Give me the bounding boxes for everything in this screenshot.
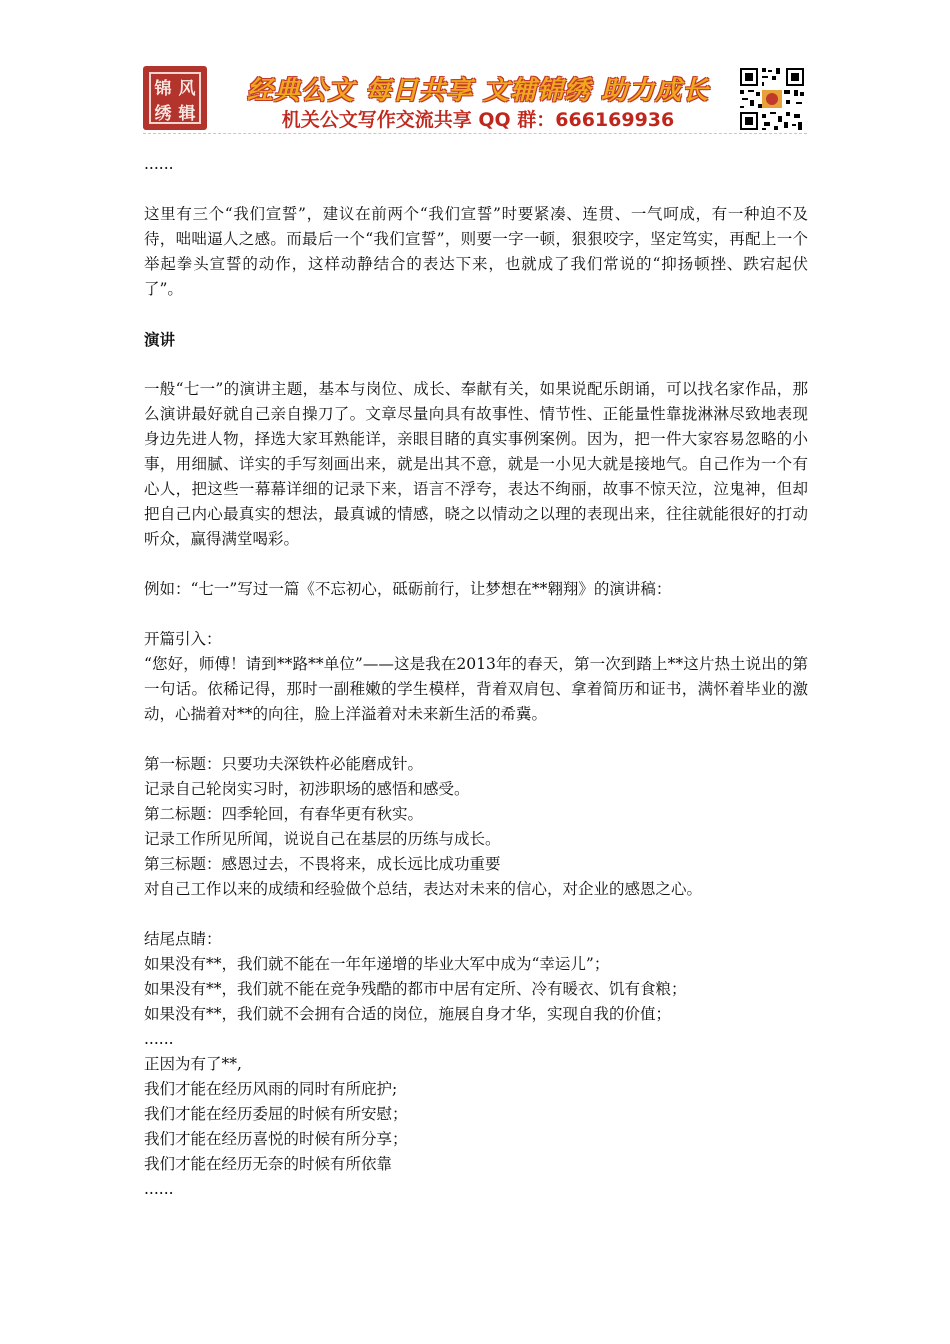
closing-label: 结尾点睛：	[144, 930, 222, 948]
closing-line: 我们才能在经历风雨的同时有所庇护;	[144, 1080, 398, 1098]
header-divider	[143, 133, 807, 134]
title-line: 记录工作所见所闻，说说自己在基层的历练与成长。	[144, 830, 501, 848]
paragraph: 一般“七一”的演讲主题，基本与岗位、成长、奉献有关，如果说配乐朗诵，可以找名家作品，那么演讲最好就自己亲自操刀了。文章尽量向具有故事性、情节性、正能量性靠拢淋淋尽致地表现身边先进人物，择选大家耳熟能详，亲眼目睹的真实事例案例。因为，把一件大家容易忽略的小事，用细腻、详实的手写刻画出来，就是出其不意，就是一小见大就是接地气。自己作为一个有心人，把这些一幕幕详细的记录下来，语言不浮夸，表达不绚丽，故事不惊天泣，泣鬼神，但却把自己内心最真实的想法，最真诚的情感，晓之以情动之以理的表现出来，往往就能很好的打动听众，赢得满堂喝彩。	[144, 380, 808, 548]
example-line: 例如：“七一”写过一篇《不忘初心，砥砺前行，让梦想在**翱翔》的演讲稿：	[144, 580, 672, 598]
title-line: 第二标题：四季轮回，有春华更有秋实。	[144, 805, 424, 823]
closing-line: 我们才能在经历委屈的时候有所安慰；	[144, 1105, 408, 1123]
closing-line: 我们才能在经历喜悦的时候有所分享；	[144, 1130, 408, 1148]
seal-char: 绣	[154, 104, 172, 124]
paragraph: “您好，师傅！请到**路**单位”——这是我在2013年的春天，第一次到踏上**这片热土说出的第一句话。依稀记得，那时一副稚嫩的学生模样，背着双肩包、拿着简历和证书，满怀着毕业的激动，心揣着对**的向往，脸上洋溢着对未来新生活的希冀。	[144, 655, 808, 723]
header-slogan: 经典公文 每日共享 文辅锦绣 助力成长	[246, 76, 710, 106]
closing-line: 如果没有**，我们就不能在竞争残酷的都市中居有定所、冷有暖衣、饥有食粮；	[144, 980, 687, 998]
ellipsis: ......	[144, 155, 174, 173]
closing-line: ......	[144, 1180, 174, 1198]
seal-logo	[143, 66, 207, 130]
title-line: 第三标题：感恩过去，不畏将来，成长远比成功重要	[144, 855, 501, 873]
title-line: 第一标题：只要功夫深铁杵必能磨成针。	[144, 755, 424, 773]
page-header	[0, 0, 950, 140]
seal-char: 锦	[154, 79, 172, 99]
paragraph: 这里有三个“我们宣誓”，建议在前两个“我们宣誓”时要紧凑、连贯、一气呵成，有一种迫不及待，咄咄逼人之感。而最后一个“我们宣誓”，则要一字一顿，狠狠咬字，坚定笃实，再配上一个举起拳头宣誓的动作，这样动静结合的表达下来，也就成了我们常说的“抑扬顿挫、跌宕起伏了”。	[144, 205, 808, 298]
title-line: 记录自己轮岗实习时，初涉职场的感悟和感受。	[144, 780, 470, 798]
section-heading: 演讲	[144, 330, 176, 349]
title-line: 对自己工作以来的成绩和经验做个总结，表达对未来的信心，对企业的感恩之心。	[144, 880, 703, 898]
seal-frame	[149, 72, 201, 124]
header-qq-group: 机关公文写作交流共享 QQ 群：666169936	[281, 109, 675, 131]
closing-line: 如果没有**，我们就不会拥有合适的岗位，施展自身才华，实现自我的价值；	[144, 1005, 672, 1023]
closing-line: ......	[144, 1030, 174, 1048]
qr-code-icon	[738, 66, 806, 132]
seal-char: 风	[178, 79, 196, 99]
seal-char: 辑	[178, 104, 196, 124]
document-body	[144, 152, 808, 1202]
closing-line: 我们才能在经历无奈的时候有所依靠	[144, 1155, 393, 1173]
closing-line: 如果没有**，我们就不能在一年年递增的毕业大军中成为“幸运儿”；	[144, 955, 610, 973]
opening-label: 开篇引入：	[144, 630, 222, 648]
closing-line: 正因为有了**,	[144, 1055, 242, 1073]
